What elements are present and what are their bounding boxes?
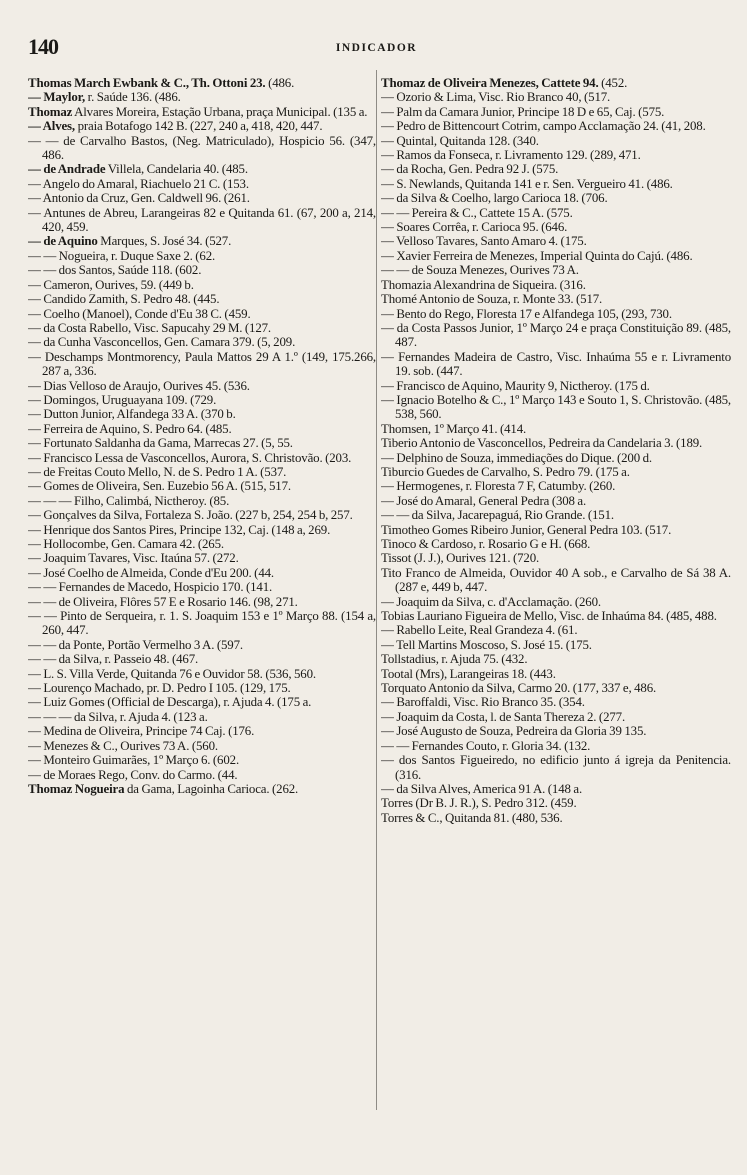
entry-text: — Hollocombe, Gen. Camara 42. (265. (28, 537, 224, 551)
entry-text: — Candido Zamith, S. Pedro 48. (445. (28, 292, 220, 307)
directory-entry (381, 206, 731, 220)
entry-text: r. Saúde 136. (486. (85, 90, 181, 105)
entry-text: — Quintal, Quitanda 128. (340. (381, 133, 539, 148)
directory-entry (28, 494, 376, 508)
entry-text: — Fortunato Saldanha da Gama, Marrecas 27. (5, 55. (28, 436, 293, 451)
directory-entry (28, 768, 376, 782)
entry-text: Thomsen, 1º Março 41. (414. (381, 421, 527, 436)
directory-entry (381, 292, 731, 306)
directory-entry (28, 234, 376, 248)
entry-text: — Luiz Gomes (Official de Descarga), r. Ajuda 4. (175 a. (28, 695, 312, 710)
directory-entry (381, 220, 731, 234)
entry-text: — da Costa Passos Junior, 1º Março 24 e praça Constituição 89. (485, 487. (381, 320, 731, 350)
directory-entry (28, 508, 376, 522)
directory-entry (381, 623, 731, 637)
entry-text: — — Pinto de Serqueira, r. 1. S. Joaquim 153 e 1º Março 88. (154 a, 260, 447. (28, 609, 376, 638)
directory-entry (28, 407, 376, 421)
entry-heading: Thomaz (28, 104, 73, 119)
entry-text: — — — Filho, Calimbá, Nictheroy. (85. (28, 493, 230, 508)
directory-entry (28, 638, 376, 652)
directory-entry (381, 105, 731, 119)
directory-entry (381, 652, 731, 666)
directory-entry (381, 234, 731, 248)
entry-text: Villela, Candelaria 40. (485. (105, 162, 248, 177)
entry-text: — Hermogenes, r. Floresta 7 F, Catumby. (260. (381, 479, 616, 494)
directory-entry (381, 191, 731, 205)
entry-text: Thomé Antonio de Souza, r. Monte 33. (517. (381, 292, 603, 307)
entry-text: Tiburcio Guedes de Carvalho, S. Pedro 79. (175 a. (381, 464, 630, 479)
entry-text: — Henrique dos Santos Pires, Principe 132, Caj. (148 a, 269. (28, 522, 331, 537)
directory-entry (381, 609, 731, 623)
entry-text: — — da Silva, r. Passeio 48. (467. (28, 652, 199, 667)
entry-text: — Ramos da Fonseca, r. Livramento 129. (289, 471. (381, 148, 641, 163)
entry-text: — — Nogueira, r. Duque Saxe 2. (62. (28, 248, 216, 263)
entry-text: — Joaquim da Silva, c. d'Acclamação. (260. (381, 594, 601, 609)
entry-text: — Xavier Ferreira de Menezes, Imperial Quinta do Cajú. (486. (381, 248, 693, 263)
entry-text: — José Augusto de Souza, Pedreira da Gloria 39 135. (381, 724, 647, 739)
directory-entry (381, 710, 731, 724)
entry-text: da Gama, Lagoinha Carioca. (262. (124, 781, 299, 796)
entry-text: — Joaquim da Costa, l. de Santa Thereza 2. (277. (381, 709, 626, 724)
entry-text: — Fernandes Madeira de Castro, Visc. Inhaúma 55 e r. Livramento 19. sob. (447. (381, 349, 731, 379)
entry-text: Tobias Lauriano Figueira de Mello, Visc. de Inhaúma 84. (485, 488. (381, 609, 717, 624)
directory-entry (381, 278, 731, 292)
entry-text: Tissot (J. J.), Ourives 121. (720. (381, 551, 540, 566)
entry-text: — Soares Corrêa, r. Carioca 95. (646. (381, 220, 568, 235)
entry-text: — — da Ponte, Portão Vermelho 3 A. (597. (28, 637, 243, 652)
entry-text: — da Silva & Coelho, largo Carioca 18. (706. (381, 191, 608, 206)
entry-text: — Dutton Junior, Alfandega 33 A. (370 b. (28, 407, 236, 422)
entry-text: — — Pereira & C., Cattete 15 A. (575. (381, 205, 573, 220)
directory-entry (28, 162, 376, 176)
entry-text: (452. (598, 76, 628, 90)
directory-entry (28, 681, 376, 695)
directory-entry (381, 76, 731, 90)
directory-entry (28, 667, 376, 681)
directory-entry (28, 278, 376, 292)
entry-text: — Domingos, Uruguayana 109. (729. (28, 392, 217, 407)
directory-entry (381, 551, 731, 565)
directory-entry (28, 177, 376, 191)
directory-entry (28, 119, 376, 133)
entry-text: — de Freitas Couto Mello, N. de S. Pedro 1 A. (537. (28, 464, 287, 479)
directory-entry (28, 307, 376, 321)
entry-text: — — de Oliveira, Flôres 57 E e Rosario 146. (98, 271. (28, 594, 298, 609)
page-number: 140 (28, 34, 58, 59)
directory-entry (381, 249, 731, 263)
entry-heading: — Maylor, (28, 90, 86, 105)
directory-entry (381, 134, 731, 148)
entry-text: — dos Santos Figueiredo, no edificio junto á igreja da Penitencia. (316. (381, 753, 731, 782)
directory-entry (381, 739, 731, 753)
directory-entry (28, 76, 376, 90)
entry-text: — Monteiro Guimarães, 1º Março 6. (602. (28, 753, 240, 768)
entry-text: Torres & C., Quitanda 81. (480, 536. (381, 810, 563, 825)
entry-heading: — Alves, (28, 119, 75, 134)
directory-entry (28, 350, 376, 379)
entry-text: — Antunes de Abreu, Larangeiras 82 e Quitanda 61. (67, 200 a, 214, 420, 459. (28, 205, 376, 235)
entry-text: Thomazia Alexandrina de Siqueira. (316. (381, 277, 586, 292)
entry-text: Alvares Moreira, Estação Urbana, praça Municipal. (135 a. (72, 104, 368, 119)
directory-entry (381, 523, 731, 537)
directory-entry (381, 479, 731, 493)
directory-entry (28, 263, 376, 277)
directory-entry (381, 566, 731, 595)
entry-text: — da Costa Rabello, Visc. Sapucahy 29 M. (127. (28, 320, 272, 335)
directory-entry (381, 436, 731, 450)
entry-heading: Thomaz de Oliveira Menezes, Cattete 94. (381, 76, 599, 90)
directory-entry (381, 638, 731, 652)
entry-text: — — Fernandes Couto, r. Gloria 34. (132. (381, 738, 591, 753)
entry-heading: — de Andrade (28, 162, 106, 177)
directory-entry (381, 753, 731, 782)
directory-entry (381, 451, 731, 465)
directory-entry (381, 782, 731, 796)
entry-text: praia Botafogo 142 B. (227, 240 a, 418, 420, 447. (75, 119, 323, 134)
directory-entry (381, 595, 731, 609)
entry-text: — José do Amaral, General Pedra (308 a. (381, 493, 587, 508)
entry-text: — Medina de Oliveira, Principe 74 Caj. (176. (28, 724, 255, 739)
directory-entry (28, 551, 376, 565)
entry-text: — Velloso Tavares, Santo Amaro 4. (175. (381, 234, 587, 249)
directory-entry (381, 379, 731, 393)
entry-text: — Rabello Leite, Real Grandeza 4. (61. (381, 623, 578, 638)
directory-entry (381, 350, 731, 379)
entry-text: — Palm da Camara Junior, Principe 18 D e 65, Caj. (575. (381, 104, 665, 119)
entry-text: — Angelo do Amaral, Riachuelo 21 C. (153. (28, 176, 249, 191)
entry-text: Torquato Antonio da Silva, Carmo 20. (177, 337 e, 486. (381, 681, 657, 696)
directory-entry (28, 105, 376, 119)
entry-text: — da Cunha Vasconcellos, Gen. Camara 379. (5, 209. (28, 335, 296, 350)
entry-text: — Francisco de Aquino, Maurity 9, Nictheroy. (175 d. (381, 378, 650, 393)
entry-heading: — de Aquino (28, 234, 98, 249)
directory-entry (28, 695, 376, 709)
entry-text: — José Coelho de Almeida, Conde d'Eu 200. (44. (28, 565, 274, 580)
directory-entry (28, 134, 376, 163)
entry-text: — de Moraes Rego, Conv. do Carmo. (44. (28, 767, 238, 782)
directory-entry (381, 681, 731, 695)
directory-entry (381, 465, 731, 479)
directory-entry (28, 537, 376, 551)
entry-text: — Joaquim Tavares, Visc. Itaúna 57. (272. (28, 551, 239, 566)
entry-text: — da Rocha, Gen. Pedra 92 J. (575. (381, 162, 559, 177)
directory-entry (28, 292, 376, 306)
entry-text: — Ignacio Botelho & C., 1º Março 143 e Souto 1, S. Christovão. (485, 538, 560. (381, 392, 731, 422)
directory-entry (28, 90, 376, 104)
directory-entry (28, 652, 376, 666)
running-title: INDICADOR (335, 42, 418, 54)
directory-entry (28, 321, 376, 335)
page-header (28, 34, 725, 62)
entry-text: — da Silva Alves, America 91 A. (148 a. (381, 781, 583, 796)
directory-entry (381, 422, 731, 436)
directory-entry (28, 739, 376, 753)
directory-entry (381, 811, 731, 825)
entry-text: — S. Newlands, Quitanda 141 e r. Sen. Vergueiro 41. (486. (381, 176, 673, 191)
entry-text: — Tell Martins Moscoso, S. José 15. (175. (381, 637, 592, 652)
directory-entry (381, 177, 731, 191)
entry-text: — Antonio da Cruz, Gen. Caldwell 96. (261. (28, 191, 250, 206)
directory-entry (28, 595, 376, 609)
entry-text: — Bento do Rego, Floresta 17 e Alfandega 105, (293, 730. (381, 306, 672, 321)
entry-text: — Gonçalves da Silva, Fortaleza S. João. (227 b, 254, 254 b, 257. (28, 508, 353, 523)
directory-entry (28, 206, 376, 235)
directory-entry (28, 523, 376, 537)
directory-entry (381, 667, 731, 681)
right-column (381, 76, 731, 825)
entry-text: — Baroffaldi, Visc. Rio Branco 35. (354. (381, 695, 585, 710)
directory-entry (381, 796, 731, 810)
entry-text: — Pedro de Bittencourt Cotrim, campo Acclamação 24. (41, 208. (381, 119, 706, 134)
entry-text: — Gomes de Oliveira, Sen. Euzebio 56 A. (515, 517. (28, 479, 291, 494)
directory-entry (381, 90, 731, 104)
directory-entry (381, 393, 731, 422)
directory-entry (28, 710, 376, 724)
entry-text: Marques, S. José 34. (527. (97, 234, 232, 249)
directory-entry (28, 249, 376, 263)
entry-text: — — — da Silva, r. Ajuda 4. (123 a. (28, 709, 208, 724)
entry-text: — Dias Velloso de Araujo, Ourives 45. (536. (28, 378, 250, 393)
directory-entry (381, 162, 731, 176)
entry-text: Tootal (Mrs), Larangeiras 18. (443. (381, 666, 556, 681)
entry-text: Torres (Dr B. J. R.), S. Pedro 312. (459. (381, 796, 577, 811)
directory-entry (28, 379, 376, 393)
directory-entry (28, 609, 376, 638)
directory-entry (28, 436, 376, 450)
directory-entry (381, 494, 731, 508)
directory-entry (28, 191, 376, 205)
entry-text: — — Fernandes de Macedo, Hospicio 170. (141. (28, 580, 273, 595)
entry-text: Tito Franco de Almeida, Ouvidor 40 A sob., e Carvalho de Sá 38 A. (287 e, 449 b, 447. (381, 565, 731, 595)
entry-text: — Coelho (Manoel), Conde d'Eu 38 C. (459. (28, 306, 251, 321)
directory-entry (381, 695, 731, 709)
directory-entry (28, 393, 376, 407)
entry-text: — Francisco Lessa de Vasconcellos, Aurora, S. Christovão. (203. (28, 450, 352, 465)
column-divider (376, 70, 377, 1110)
entry-heading: Thomas March Ewbank & C., Th. Ottoni 23. (28, 76, 266, 90)
directory-entry (28, 580, 376, 594)
entry-text: — Ferreira de Aquino, S. Pedro 64. (485. (28, 421, 232, 436)
directory-entry (28, 753, 376, 767)
entry-text: — — dos Santos, Saúde 118. (602. (28, 263, 202, 278)
entry-text: Timotheo Gomes Ribeiro Junior, General Pedra 103. (517. (381, 522, 672, 537)
directory-entry (28, 451, 376, 465)
directory-entry (381, 724, 731, 738)
entry-text: — L. S. Villa Verde, Quitanda 76 e Ouvidor 58. (536, 560. (28, 666, 316, 681)
entry-text: — Cameron, Ourives, 59. (449 b. (28, 277, 194, 292)
entry-text: (486. (265, 76, 295, 90)
entry-text: — Deschamps Montmorency, Paula Mattos 29 A 1.º (149, 175.266, 287 a, 336. (28, 349, 376, 379)
directory-entry (28, 479, 376, 493)
entry-text: Tiberio Antonio de Vasconcellos, Pedreira da Candelaria 3. (189. (381, 436, 703, 451)
entry-text: — Delphino de Souza, immediações do Dique. (200 d. (381, 450, 652, 465)
directory-entry (381, 148, 731, 162)
directory-entry (381, 537, 731, 551)
directory-entry (381, 307, 731, 321)
directory-entry (28, 422, 376, 436)
entry-text: — — de Souza Menezes, Ourives 73 A. (381, 263, 579, 278)
entry-text: — — da Silva, Jacarepaguá, Rio Grande. (151. (381, 508, 614, 523)
directory-entry (28, 335, 376, 349)
left-column (28, 76, 376, 796)
entry-text: — Ozorio & Lima, Visc. Rio Branco 40, (517. (381, 90, 611, 105)
directory-entry (28, 566, 376, 580)
entry-text: Tinoco & Cardoso, r. Rosario G e H. (668. (381, 537, 591, 551)
directory-entry (28, 782, 376, 796)
entry-text: Tollstadius, r. Ajuda 75. (432. (381, 652, 528, 667)
directory-entry (381, 119, 731, 133)
directory-entry (28, 724, 376, 738)
entry-text: — Lourenço Machado, pr. D. Pedro I 105. (129, 175. (28, 681, 291, 696)
directory-entry (381, 508, 731, 522)
directory-entry (381, 321, 731, 350)
directory-entry (28, 465, 376, 479)
entry-text: — — de Carvalho Bastos, (Neg. Matriculado), Hospicio 56. (347, 486. (28, 133, 376, 163)
entry-heading: Thomaz Nogueira (28, 781, 125, 796)
entry-text: — Menezes & C., Ourives 73 A. (560. (28, 738, 218, 753)
directory-entry (381, 263, 731, 277)
